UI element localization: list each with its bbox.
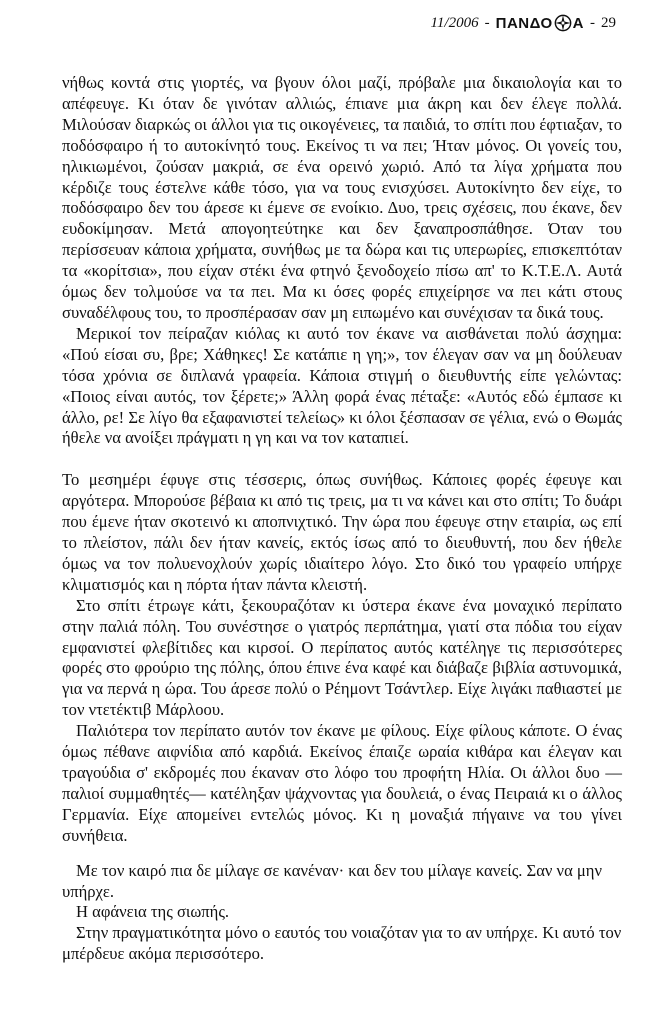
paragraph: Παλιότερα τον περίπατο αυτόν τον έκανε με φίλους. Είχε φίλους κάποτε. Ο ένας όμως πέθανε αιφνίδια από καρδιά. Εκείνος έπαιζε ωραία κιθάρα και έλεγαν και τραγούδια σ' εκδρομές που έκαναν στο λόφο του προφήτη Ηλία. Οι άλλοι δυο —παλιοί συμμαθητές— κατέληξαν ψάχνοντας για δουλειά, ο ένας Πειραιά κι ο άλλος Γερμανία. Είχε απομείνει εντελώς μόνος. Κι η μοναξιά πήγαινε να του γίνει συνήθεια. — [62, 721, 622, 845]
header-dash-1: - — [484, 14, 490, 31]
section-break — [62, 449, 622, 470]
paragraph: Με τον καιρό πια δε μίλαγε σε κανέναν· και δεν του μίλαγε κανείς. Σαν να μην υπήρχε. — [62, 860, 602, 901]
magazine-name-prefix: ΠΑΝΔΟ — [495, 14, 553, 32]
header-dash-2: - — [590, 14, 595, 31]
paragraph: Στο σπίτι έτρωγε κάτι, ξεκουραζόταν κι ύστερα έκανε ένα μοναχικό περίπατο στην παλιά πόλη. Του συνέστησε ο γιατρός περπάτημα, γιατί στα πόδια του είχαν εμφανιστεί φλεβίτιδες και κιρσοί. Ο περίπατος αυτός κατέληγε τις περισσότερες φορές στο φρούριο της πόλης, όπου έπινε ένα καφέ και διάβαζε βιβλία αστυνομικά, για να περνά η ώρα. Του άρεσε πολύ ο Ρέημοντ Τσάντλερ. Είχε λιγάκι παθιαστεί με τον ντετέκτιβ Μάρλοου. — [62, 595, 622, 720]
paragraph: νήθως κοντά στις γιορτές, να βγουν όλοι μαζί, πρόβαλε μια δικαιολογία και το απέφευγε. Κι όταν δε γινόταν αλλιώς, έπιανε μια άκρη και δεν έλεγε πολλά. Μιλούσαν διαρκώς οι άλλοι για τις οικογένειες, τα παιδιά, το σπίτι που έφτιαξαν, το ποδόσφαιρο ή το αυτοκίνητό τους. Εκείνος τι να πει; Ήταν μόνος. Οι γονείς του, ηλικιωμένοι, ζούσαν μακριά, σε ένα ορεινό χωριό. Από τα λίγα χρήματα που κέρδιζε τους έστελνε κάθε τόσο, για να τους ενισχύσει. Αυτοκίνητο δεν είχε, το ποδόσφαιρο δεν του άρεσε κι έμενε σε ενοίκιο. Δυο, τρεις σχέσεις, που έκανε, δεν ευδοκίμησαν. Μετά απογοητεύτηκε και δεν ξαναπροσπάθησε. Όταν του περίσσευαν κάποια χρήματα, συνήθως με τα δώρα και τις υπερωρίες, επισκεπτόταν τα «κορίτσια», που είχαν στέκι ένα φτηνό ξενοδοχείο πίσω απ' το Κ.Τ.Ε.Λ. Αυτά όμως δεν τολμούσε να τα πει. Μα κι όσες φορές επιχείρησε να πει κάτι στους συναδέλφους του, το προσπέρασαν σαν μη ειπωμένο και συνέχισαν τα δικά τους. — [62, 73, 622, 322]
page-number: 29 — [601, 14, 616, 31]
article-body — [62, 73, 622, 965]
paragraph: Το μεσημέρι έφυγε στις τέσσερις, όπως συνήθως. Κάποιες φορές έφευγε και αργότερα. Μπορούσε βέβαια κι από τις τρεις, μα τι να κάνει και στο σπίτι; Το δυάρι που έμενε ήταν σκοτεινό κι αποπνιχτικό. Την ώρα που έφευγε στην εταιρία, ως επί το πλείστον, πάλι δεν ήταν κανείς, εκτός ίσως από το διευθυντή, που δεν ήθελε όμως να τον πολυενοχλούν χωρίς ιδιαίτερο λόγο. Στο δικό του γραφείο υπήρχε κλιματισμός και η πόρτα ήταν πάντα κλειστή. — [62, 470, 622, 594]
page-header — [431, 14, 616, 32]
section-break — [62, 847, 622, 861]
magazine-name — [496, 14, 584, 32]
compass-rose-icon — [554, 14, 572, 32]
issue-number: 11/2006 — [430, 14, 479, 31]
magazine-name-suffix: Α — [572, 14, 584, 32]
paragraph: Μερικοί τον πείραζαν κιόλας κι αυτό τον έκανε να αισθάνεται πολύ άσχημα: «Πού είσαι συ, βρε; Χάθηκες! Σε κατάπιε η γη;», τον έλεγαν σαν να μη δούλευαν τόσα χρόνια σε διπλανά γραφεία. Κάποια στιγμή ο διευθυντής είπε γελώντας: «Ποιος είναι αυτός, τον ξέρετε;» Άλλη φορά ένας πέταξε: «Αυτός εδώ έμπασε κι άλλο, ρε! Σε λίγο θα εξαφανιστεί τελείως» κι όλοι ξέσπασαν σε γέλια, ενώ ο Θωμάς ήθελε να ανοίξει πράγματι η γη και να τον καταπιεί. — [62, 323, 622, 448]
paragraph: Η αφάνεια της σιωπής. — [76, 902, 230, 922]
paragraph: Στην πραγματικότητα μόνο ο εαυτός του νοιαζόταν για το αν υπήρχε. Κι αυτό τον μπέρδευε ακόμα περισσότερο. — [62, 923, 622, 964]
